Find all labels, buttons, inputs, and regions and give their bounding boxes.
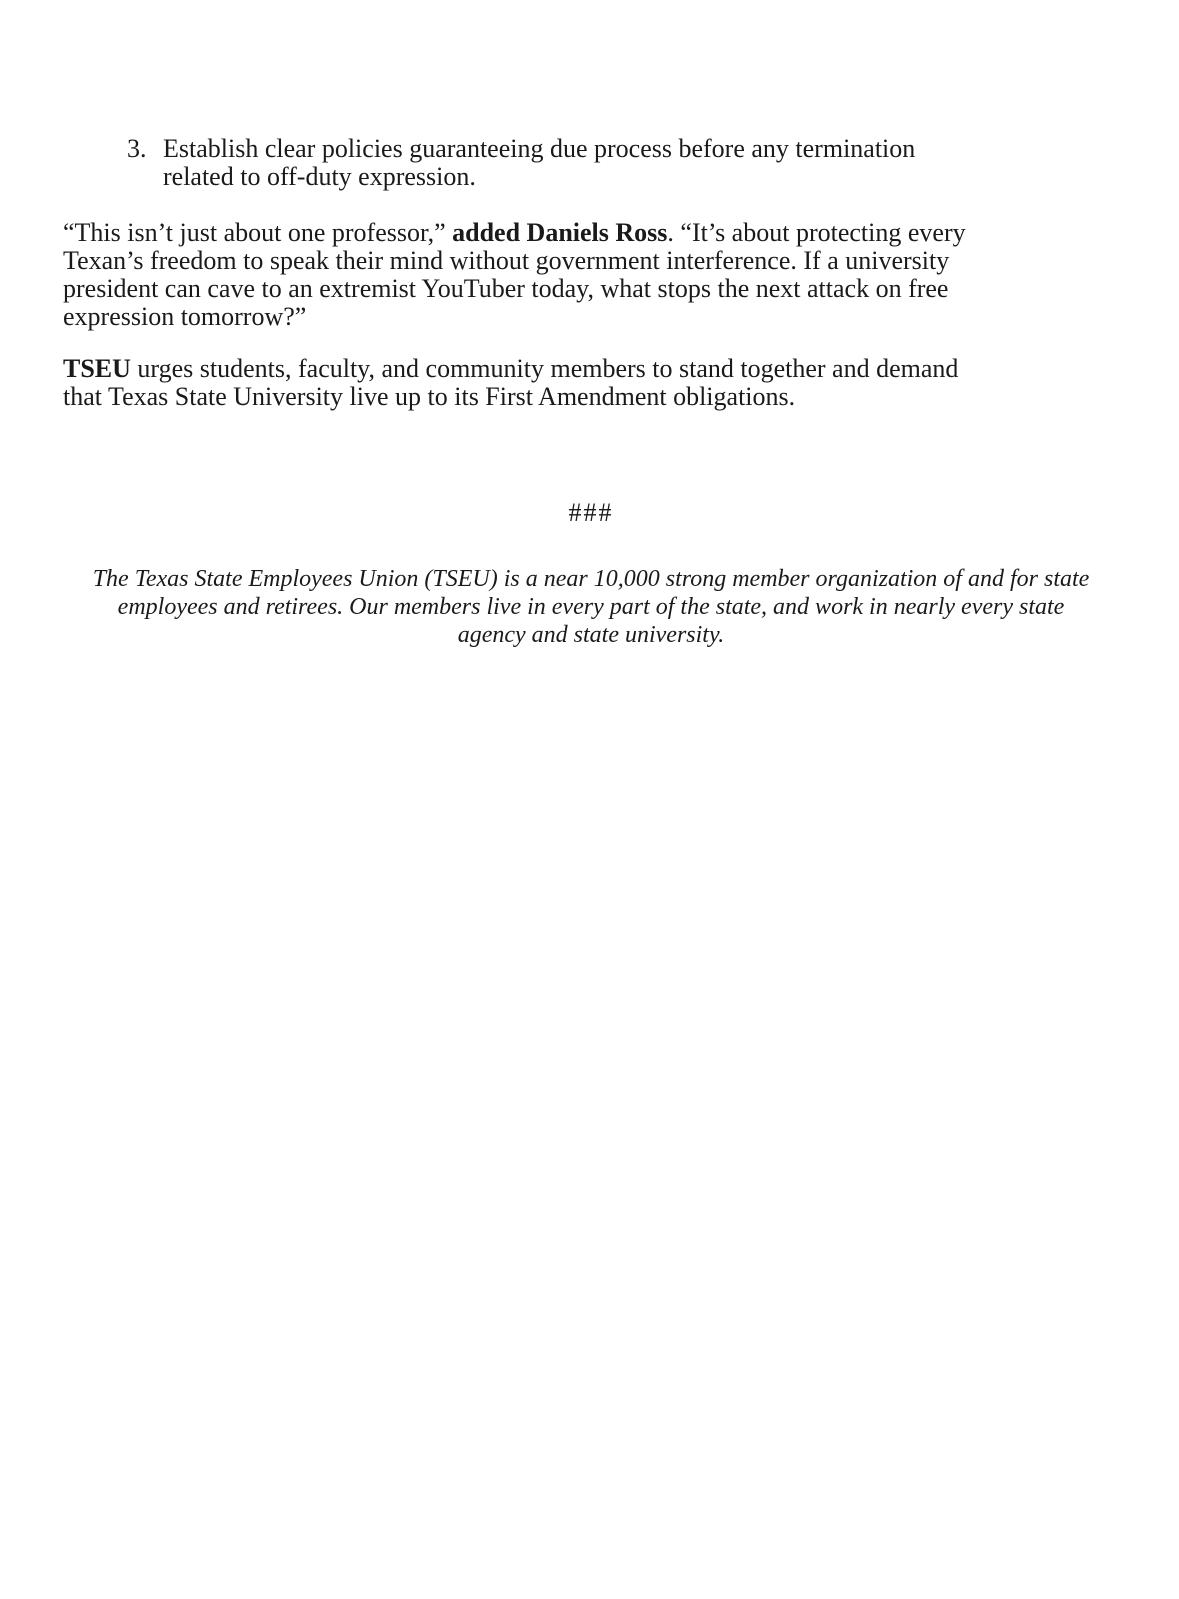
text-line: that Texas State University live up to its First Amendment obligations. [63,382,796,412]
text-line: Establish clear policies guaranteeing due process before any termination [163,134,916,163]
text-line: TSEU urges students, faculty, and community members to stand together and demand [63,353,959,383]
text-line: related to off-duty expression. [163,162,476,192]
text-line: president can cave to an extremist YouTuber today, what stops the next attack on free [63,274,949,304]
list-item-text [163,135,1119,192]
text-line: employees and retirees. Our members live in every part of the state, and work in nearly every state [117,593,1065,620]
paragraph-cta [63,355,1119,412]
text-line: agency and state university. [457,621,725,648]
numbered-list-item [63,135,1119,192]
document-content [0,135,1179,649]
section-separator: ### [568,498,614,528]
text-line: “This isn’t just about one professor,” added Daniels Ross. “It’s about protecting every [63,217,966,247]
text-line: The Texas State Employees Union (TSEU) is a near 10,000 strong member organization of and for state [92,565,1090,592]
list-item-marker: 3. [127,134,147,163]
text-line: Texan’s freedom to speak their mind without government interference. If a university [63,245,950,275]
text-line: expression tomorrow?” [63,302,307,332]
paragraph-quote [63,219,1119,332]
boilerplate-paragraph [63,565,1119,649]
